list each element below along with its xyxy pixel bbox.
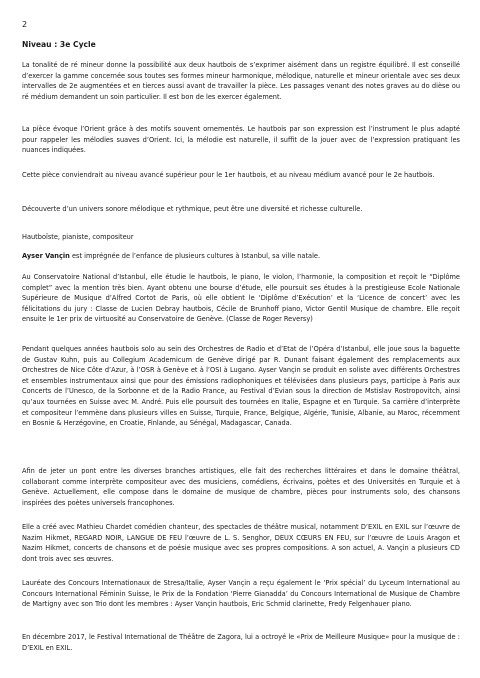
bio-paragraph-career: Pendant quelques années hautbois solo au sein des Orchestres de Radio et d’Etat de l’Opéra d’Istanbul, elle joue sous la baguette de Gustav Kuhn, puis au Collegium Academicum de Genève dirigé par R. Dunant faisant également des remplacements aux Orchestres de Nice Côte d’Azur, à l’OSR à Genève et à l’OSI à Lugano. Ayser Vançin se produit en soliste avec différents Orchestres et ensembles instrumentaux ainsi que pour des émissions radiophoniques et télévisées dans plusieurs pays, participe à Paris aux Concerts de l’Unesco, de la Sorbonne et de la Radio France, au Festival d’Evian sous la direction de Mstislav Rostropovitch, ainsi qu’aux tournées en Suisse avec M. André. Puis elle poursuit des tournées en Italie, Espagne et en Turquie. Sa carrière d’interprète et compositeur l’emmène dans plusieurs villes en Suisse, Turquie, France, Belgique, Algérie, Tunisie, Albanie, au Maroc, récemment en Bosnie & Herzégovine, en Croatie, Finlande, au Sénégal, Madagascar, Canada. (22, 345, 460, 428)
paragraph-tonality: La tonalité de ré mineur donne la possibilité aux deux hautbois de s’exprimer aisément dans un registre équilibré. Il est conseillé d’exercer la gamme concernée sous toutes ses formes mineur harmonique, mélodique, naturelle et mineur orientale avec ses deux intervalles de 2e augmentées et en tierces aussi avant de travailler la pièce. Les passages venant des notes graves au do dièse ou ré médium demandent un soin particulier. Il est bon de les exercer également. (22, 61, 460, 101)
bio-paragraph-theatre: Elle a créé avec Mathieu Chardet comédien chanteur, des spectacles de théâtre musical, notamment D’EXIL en EXIL sur l’œuvre de Nazim Hikmet, REGARD NOIR, LANGUE DE FEU l’œuvre de L. S. Senghor, DEUX CŒURS EN FEU, sur l’œuvre de Louis Aragon et Nazim Hikmet, concerts de chansons et de poésie musique avec ses propres compositions. A son actuel, A. Vançin a plusieurs CD dont trois avec ses œuvres. (22, 523, 460, 563)
bio-subtitle: Hautboïste, pianiste, compositeur (22, 233, 134, 241)
bio-paragraph-research: Afin de jeter un pont entre les diverses branches artistiques, elle fait des recherches littéraires et dans le domaine théâtral, collaborant comme interprète compositeur avec des musiciens, comédiens, écrivains, poètes et des Universités en Turquie et à Genève. Actuellement, elle compose dans le domaine de musique de chambre, pièces pour instruments solo, des chansons inspirées des poètes universels francophones. (22, 467, 460, 507)
bio-paragraph-festival: En décembre 2017, le Festival International de Théâtre de Zagora, lui a octroyé le «Prix de Meilleure Musique» pour la musique de : D’EXIL en EXIL. (22, 633, 460, 652)
bio-intro-text: est imprégnée de l’enfance de plusieurs cultures à Istanbul, sa ville natale. (69, 252, 321, 260)
bio-paragraph-awards: Lauréate des Concours Internationaux de Stresa/Italie, Ayser Vançin a reçu également le ‘Prix spécial’ du Lyceum International au Concours International Féminin Suisse, le Prix de la Fondation ‘Pierre Gianadda’ du Concours International de Musique de Chambre de Martigny avec son Trio dont les membres : Ayser Vançin hautbois, Eric Schmid clarinette, Fredy Felgenhauer piano. (22, 579, 460, 609)
page-number: 2 (22, 20, 28, 29)
level-heading: Niveau : 3e Cycle (22, 40, 96, 49)
bio-intro-paragraph (22, 251, 460, 262)
paragraph-level: Cette pièce conviendrait au niveau avancé supérieur pour le 1er hautbois, et au niveau médium avancé pour le 2e hautbois. (22, 171, 435, 179)
paragraph-orient: La pièce évoque l’Orient grâce à des motifs souvent ornementés. Le hautbois par son expression est l’instrument le plus adapté pour rappeler les mélodies suaves d’Orient. Ici, la mélodie est naturelle, il suffit de la jouer avec de l’expression pratiquant les nuances indiquées. (22, 125, 460, 155)
paragraph-discovery: Découverte d’un univers sonore mélodique et rythmique, peut être une diversité et richesse culturelle. (22, 205, 363, 213)
bio-name: Ayser Vançin (22, 252, 70, 260)
bio-paragraph-studies: Au Conservatoire National d’Istanbul, elle étudie le hautbois, le piano, le violon, l’harmonie, la composition et reçoit le “Diplôme complet” avec la mention très bien. Ayant obtenu une bourse d’étude, elle poursuit ses études à la prestigieuse Ecole Nationale Supérieure de Musique d’Alfred Cortot de Paris, où elle obtient le ‘Diplôme d’Exécution’ et la ‘Licence de concert’ avec les félicitations du jury : Classe de Lucien Debray hautbois, Cécile de Brunhoff piano, Victor Gentil Musique de chambre. Elle reçoit ensuite le 1er prix de virtuosité au Conservatoire de Genève. (Classe de Roger Reversy) (22, 273, 460, 324)
